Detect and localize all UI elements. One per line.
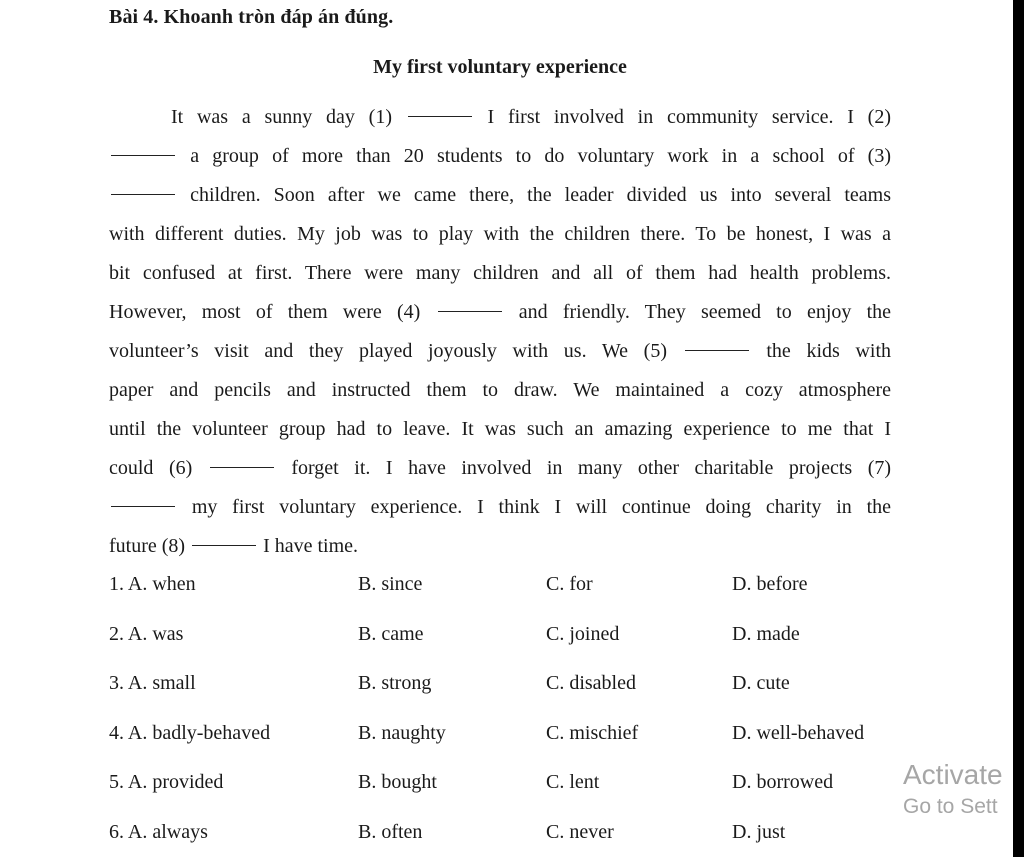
option-1d[interactable]: D. before	[732, 573, 808, 595]
answer-options	[109, 573, 1009, 857]
option-5b[interactable]: B. bought	[358, 771, 437, 793]
passage-line: bit confused at first. There were many children and all of them had health problems.	[109, 262, 891, 284]
option-6b[interactable]: B. often	[358, 820, 423, 843]
passage-line: with different duties. My job was to play with the children there. To be honest, I was a	[109, 223, 891, 245]
question-row-3	[109, 672, 1009, 722]
option-6c[interactable]: C. never	[546, 820, 614, 843]
option-2d[interactable]: D. made	[732, 622, 800, 645]
answer-blank-4	[438, 310, 502, 312]
passage-line: volunteer’s visit and they played joyously with us. We (5) the kids with	[109, 340, 892, 362]
passage-line: my first voluntary experience. I think I will continue doing charity in the	[109, 488, 891, 527]
option-5c[interactable]: C. lent	[546, 771, 600, 793]
exercise-heading: Bài 4. Khoanh tròn đáp án đúng.	[109, 6, 394, 28]
option-5d[interactable]: D. borrowed	[732, 771, 834, 793]
option-6a[interactable]: 6. A. always	[109, 820, 208, 843]
passage-line: children. Soon after we came there, the leader divided us into several teams	[109, 176, 891, 215]
watermark-subtitle: Go to Sett	[903, 795, 998, 818]
option-4d[interactable]: D. well-behaved	[732, 721, 865, 744]
passage-line: It was a sunny day (1) I first involved in community service. I (2)	[171, 106, 892, 128]
option-3b[interactable]: B. strong	[358, 672, 432, 694]
passage-line: future (8) I have time.	[109, 535, 359, 557]
option-1c[interactable]: C. for	[546, 573, 593, 595]
option-3c[interactable]: C. disabled	[546, 672, 636, 694]
option-4a[interactable]: 4. A. badly-behaved	[109, 721, 271, 744]
answer-blank-6	[210, 466, 274, 468]
answer-blank-8	[192, 544, 256, 546]
option-1a[interactable]: 1. A. when	[109, 573, 196, 595]
question-row-4	[109, 722, 1009, 772]
passage-line: However, most of them were (4) and friendly. They seemed to enjoy the	[109, 301, 892, 323]
passage-line: paper and pencils and instructed them to draw. We maintained a cozy atmosphere	[109, 379, 891, 401]
activation-watermark	[903, 757, 1003, 821]
passage-line: until the volunteer group had to leave. It was such an amazing experience to me that I	[109, 418, 891, 440]
answer-blank-2	[111, 154, 175, 156]
answer-blank-3	[111, 193, 175, 195]
question-row-6	[109, 821, 1009, 857]
question-row-2	[109, 623, 1009, 673]
option-2b[interactable]: B. came	[358, 622, 424, 645]
passage-title: My first voluntary experience	[373, 56, 627, 78]
option-3d[interactable]: D. cute	[732, 672, 790, 694]
passage	[109, 98, 891, 566]
answer-blank-1	[408, 115, 472, 117]
option-3a[interactable]: 3. A. small	[109, 672, 196, 694]
question-row-1	[109, 573, 1009, 623]
option-5a[interactable]: 5. A. provided	[109, 771, 224, 793]
option-4b[interactable]: B. naughty	[358, 721, 446, 744]
answer-blank-5	[685, 349, 749, 351]
option-1b[interactable]: B. since	[358, 573, 423, 595]
question-row-5	[109, 771, 1009, 821]
option-4c[interactable]: C. mischief	[546, 721, 639, 744]
passage-line: a group of more than 20 students to do voluntary work in a school of (3)	[109, 137, 891, 176]
watermark-title: Activate	[903, 759, 1003, 790]
answer-blank-7	[111, 505, 175, 507]
option-2a[interactable]: 2. A. was	[109, 622, 184, 645]
passage-line: could (6) forget it. I have involved in many other charitable projects (7)	[109, 457, 892, 479]
option-6d[interactable]: D. just	[732, 820, 786, 843]
option-2c[interactable]: C. joined	[546, 622, 620, 645]
